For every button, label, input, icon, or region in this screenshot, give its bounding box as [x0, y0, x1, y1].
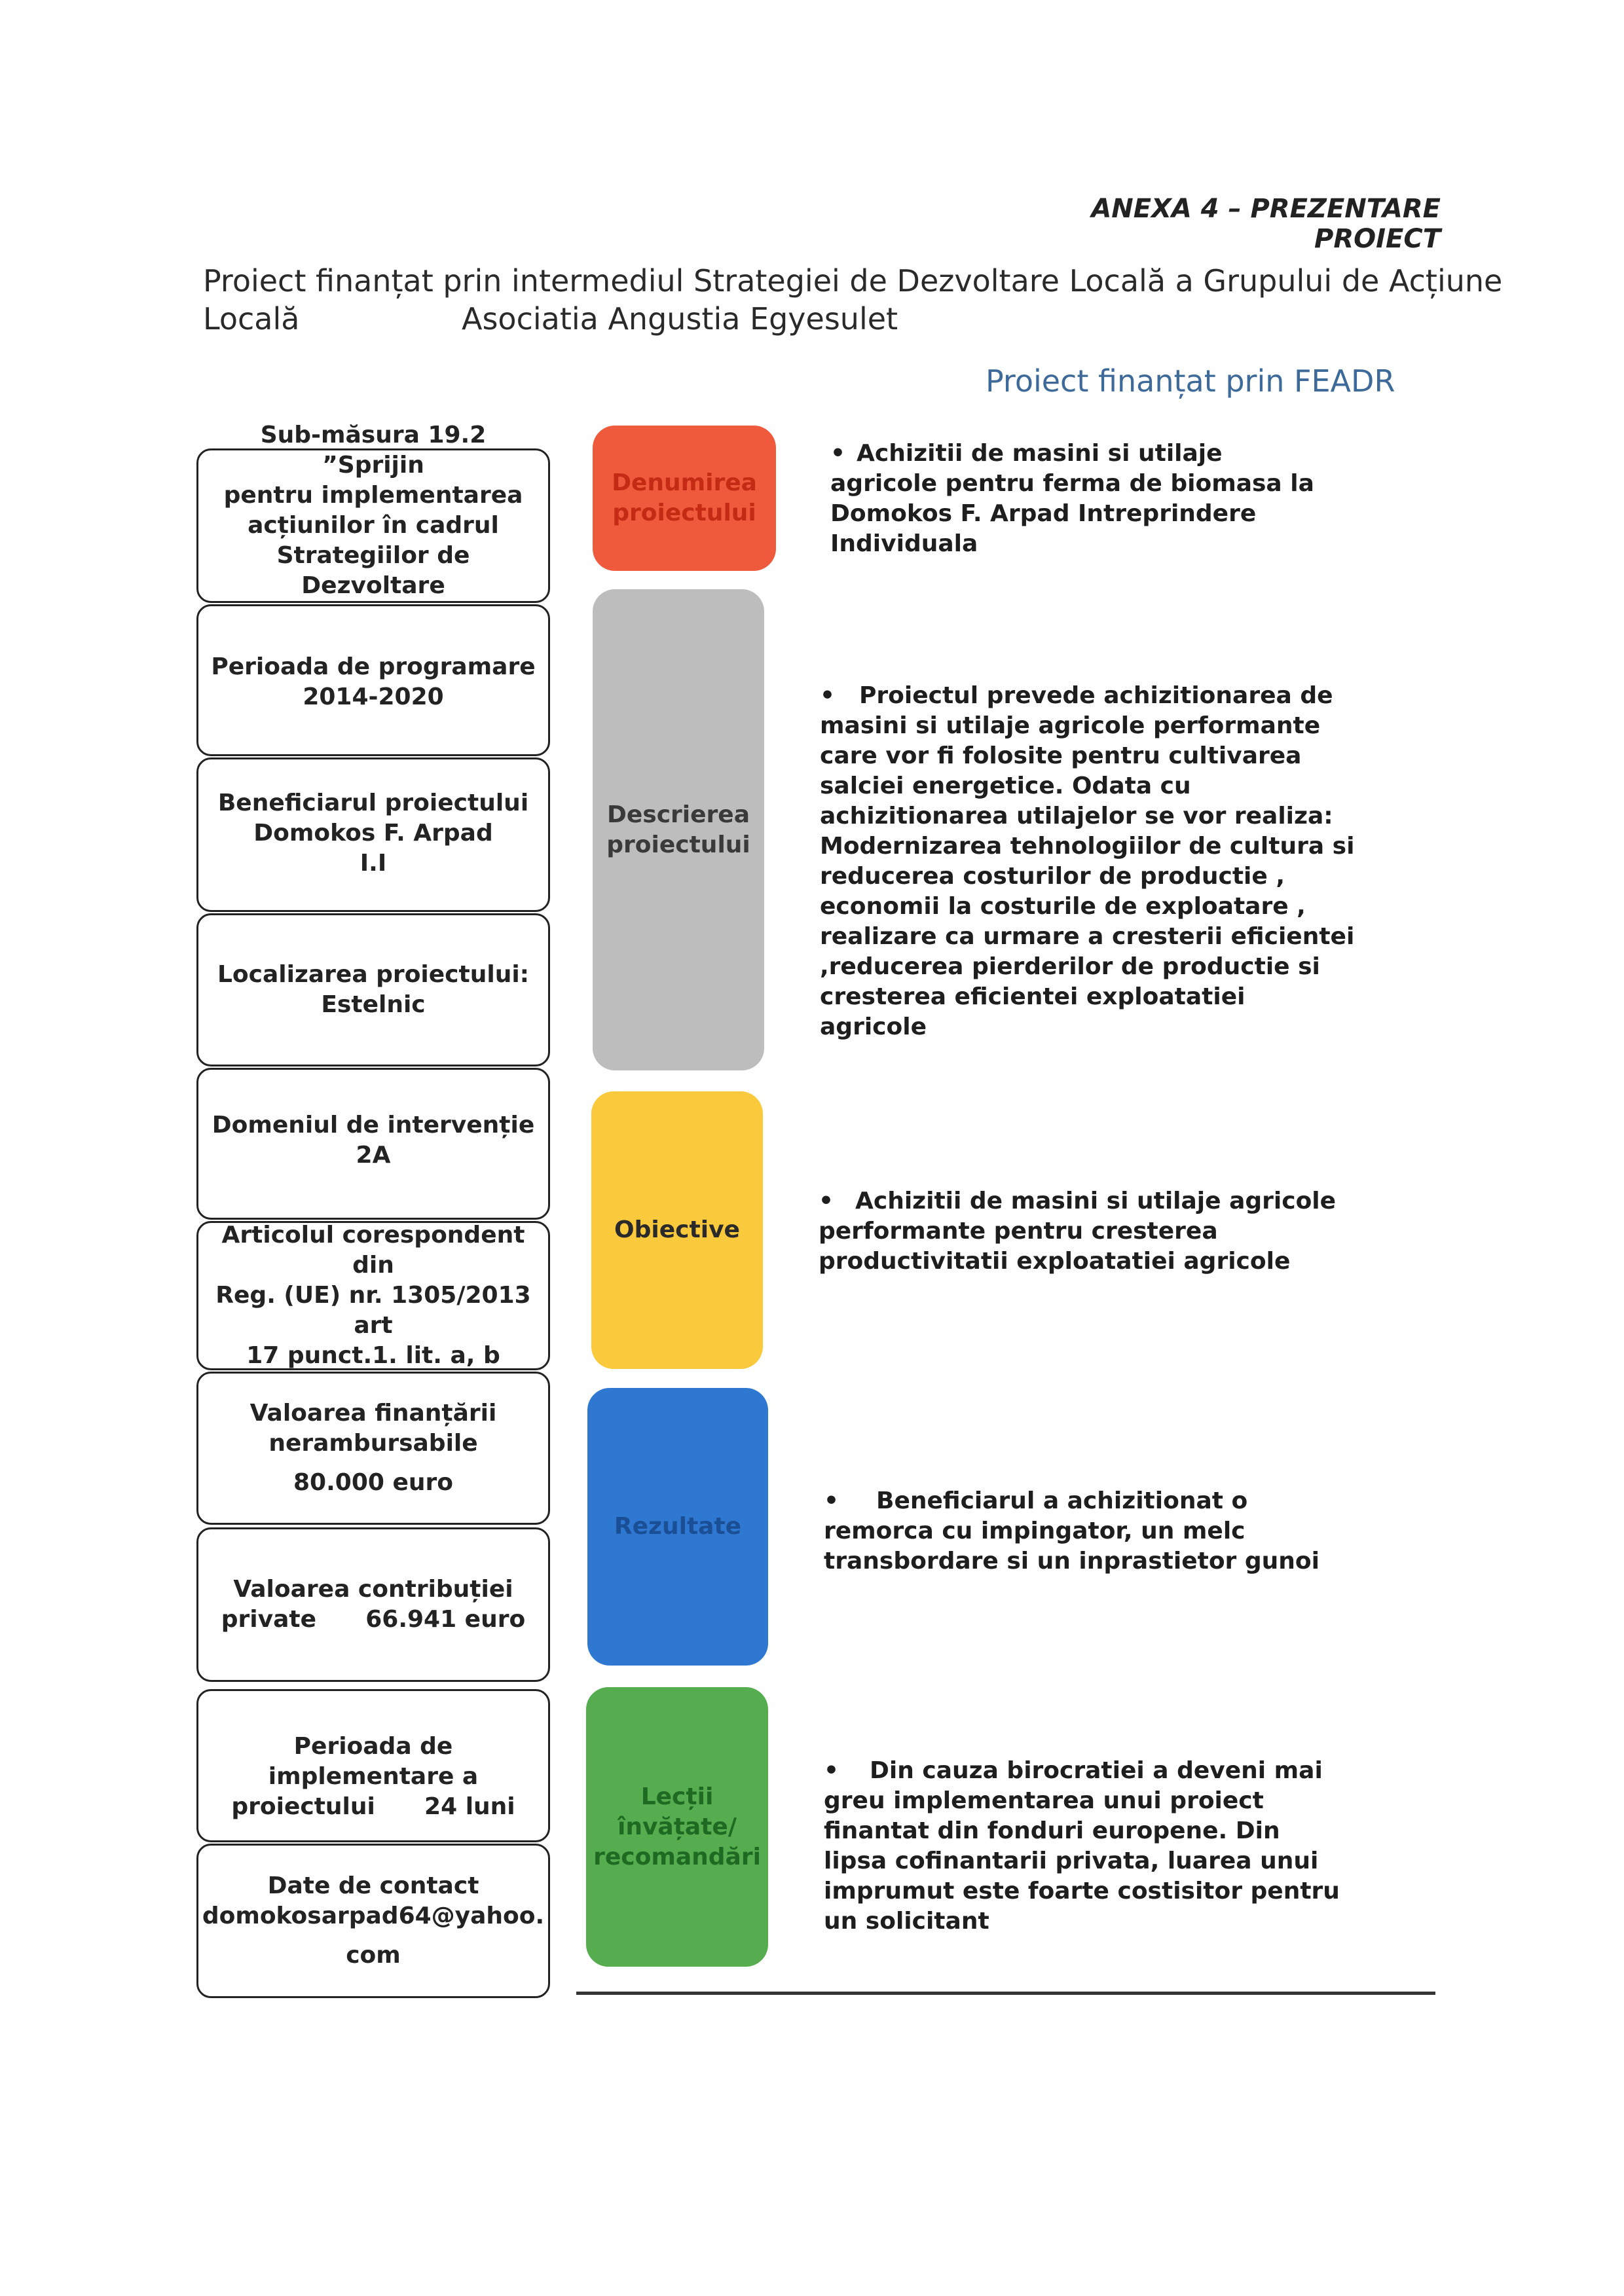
- info-line: Localizarea proiectului:: [217, 961, 530, 988]
- info-box-submeasure: [196, 422, 550, 603]
- info-line: 17 punct.1. lit. a, b: [246, 1342, 500, 1369]
- info-box-grant-value: [196, 1372, 550, 1525]
- section-label-objectives: [591, 1091, 763, 1369]
- info-box-implementation-period: [196, 1689, 550, 1842]
- objectives-text: [819, 1186, 1356, 1277]
- document-title-line2b: Asociatia Angustia Egyesulet: [462, 301, 898, 337]
- info-line: acțiunilor în cadrul: [248, 512, 499, 539]
- section-label-lessons: [586, 1687, 768, 1967]
- bullet-icon: •: [819, 1188, 834, 1214]
- section-label-name: [593, 426, 776, 571]
- info-box-intervention-domain: [196, 1068, 550, 1220]
- bullet-icon: •: [824, 1487, 840, 1514]
- section-label-text: Denumirea: [612, 469, 757, 496]
- project-info-column: [196, 422, 550, 2001]
- description-text: Achizitii de masini si utilaje agricole performante pentru cresterea productivitatii exploatatiei agricole: [819, 1188, 1337, 1275]
- info-line: I.I: [360, 850, 387, 877]
- info-line: 80.000 euro: [293, 1469, 453, 1496]
- info-line: 2014-2020: [303, 683, 444, 710]
- project-name-text: [830, 439, 1315, 559]
- description-text: Beneficiarul a achizitionat o remorca cu impingator, un melc transbordare si un inprastietor gunoi: [824, 1487, 1320, 1575]
- section-label-text: Obiective: [614, 1216, 740, 1243]
- description-text: Din cauza birocratiei a deveni mai greu implementarea unui proiect finantat din fonduri europene. Din lipsa cofinantarii privata, luarea unui imprumut este foarte costisitor pentru un solicitant: [824, 1757, 1340, 1935]
- bullet-icon: •: [824, 1757, 840, 1784]
- horizontal-rule: [576, 1992, 1435, 1995]
- info-line: Perioada de implementare a: [268, 1733, 479, 1790]
- document-title-line1: Proiect finanțat prin intermediul Strategiei de Dezvoltare Locală a Grupului de Acțiune: [203, 263, 1503, 299]
- info-line: 2A: [356, 1142, 391, 1169]
- info-line: Strategiilor de Dezvoltare: [276, 542, 470, 599]
- section-label-text: Rezultate: [614, 1513, 742, 1540]
- info-line: pentru implementarea: [223, 482, 523, 509]
- description-text: Proiectul prevede achizitionarea de masini si utilaje agricole performante care vor fi folosite pentru cultivarea salciei energetice. Odata cu achizitionarea utilajelor se vor realiza: Modernizarea tehnologiilor de cultura si reducerea costurilor de productie , economii la costurile de exploatare , realizare ca urmare a cresterii eficientei ,reducerea pierderilor de productie si cresterea eficientei exploatatiei agricole: [820, 682, 1355, 1040]
- annex-label: ANEXA 4 – PREZENTARE PROIECT: [1091, 194, 1441, 254]
- section-label-text: recomandări: [593, 1843, 761, 1870]
- info-line: Domeniul de intervenție: [212, 1112, 535, 1139]
- section-label-text: Lecții: [640, 1783, 714, 1810]
- info-box-article: [196, 1221, 550, 1370]
- info-line: Estelnic: [321, 991, 426, 1018]
- info-line: Beneficiarul proiectului: [217, 790, 529, 816]
- info-box-location: [196, 913, 550, 1066]
- info-line: domokosarpad64@yahoo.: [202, 1903, 545, 1929]
- info-line: proiectului 24 luni: [231, 1793, 515, 1820]
- info-line: Date de contact: [267, 1872, 479, 1899]
- info-line: nerambursabile: [268, 1430, 478, 1457]
- section-label-results: [587, 1388, 768, 1666]
- bullet-icon: •: [830, 440, 846, 467]
- info-line: Valoarea finanțării: [249, 1400, 497, 1427]
- info-box-programming-period: [196, 604, 550, 756]
- info-box-contact: [196, 1844, 550, 1998]
- section-label-text: proiectului: [606, 831, 750, 858]
- info-line: Sub-măsura 19.2 ”Sprijin: [260, 422, 487, 479]
- project-description-text: [820, 681, 1357, 1042]
- description-text: Achizitii de masini si utilaje agricole pentru ferma de biomasa la Domokos F. Arpad Intreprindere Individuala: [830, 440, 1314, 557]
- info-box-private-contribution: [196, 1527, 550, 1682]
- info-line: private 66.941 euro: [221, 1606, 526, 1633]
- section-label-text: proiectului: [612, 500, 756, 526]
- section-label-text: învățate/: [617, 1813, 737, 1840]
- info-line: Perioada de programare: [211, 653, 536, 680]
- document-title-line2a: Locală: [203, 301, 300, 337]
- section-label-text: Descrierea: [606, 801, 750, 828]
- bullet-icon: •: [820, 682, 836, 709]
- info-line: com: [346, 1942, 401, 1969]
- info-line: Reg. (UE) nr. 1305/2013 art: [215, 1282, 531, 1339]
- funding-source: Proiect finanțat prin FEADR: [986, 363, 1395, 399]
- results-text: [824, 1486, 1341, 1576]
- info-box-beneficiary: [196, 757, 550, 912]
- lessons-text: [824, 1756, 1348, 1937]
- info-line: Articolul corespondent din: [221, 1222, 525, 1279]
- info-line: Domokos F. Arpad: [253, 820, 493, 847]
- section-label-description: [593, 589, 764, 1070]
- info-line: Valoarea contribuției: [233, 1576, 513, 1603]
